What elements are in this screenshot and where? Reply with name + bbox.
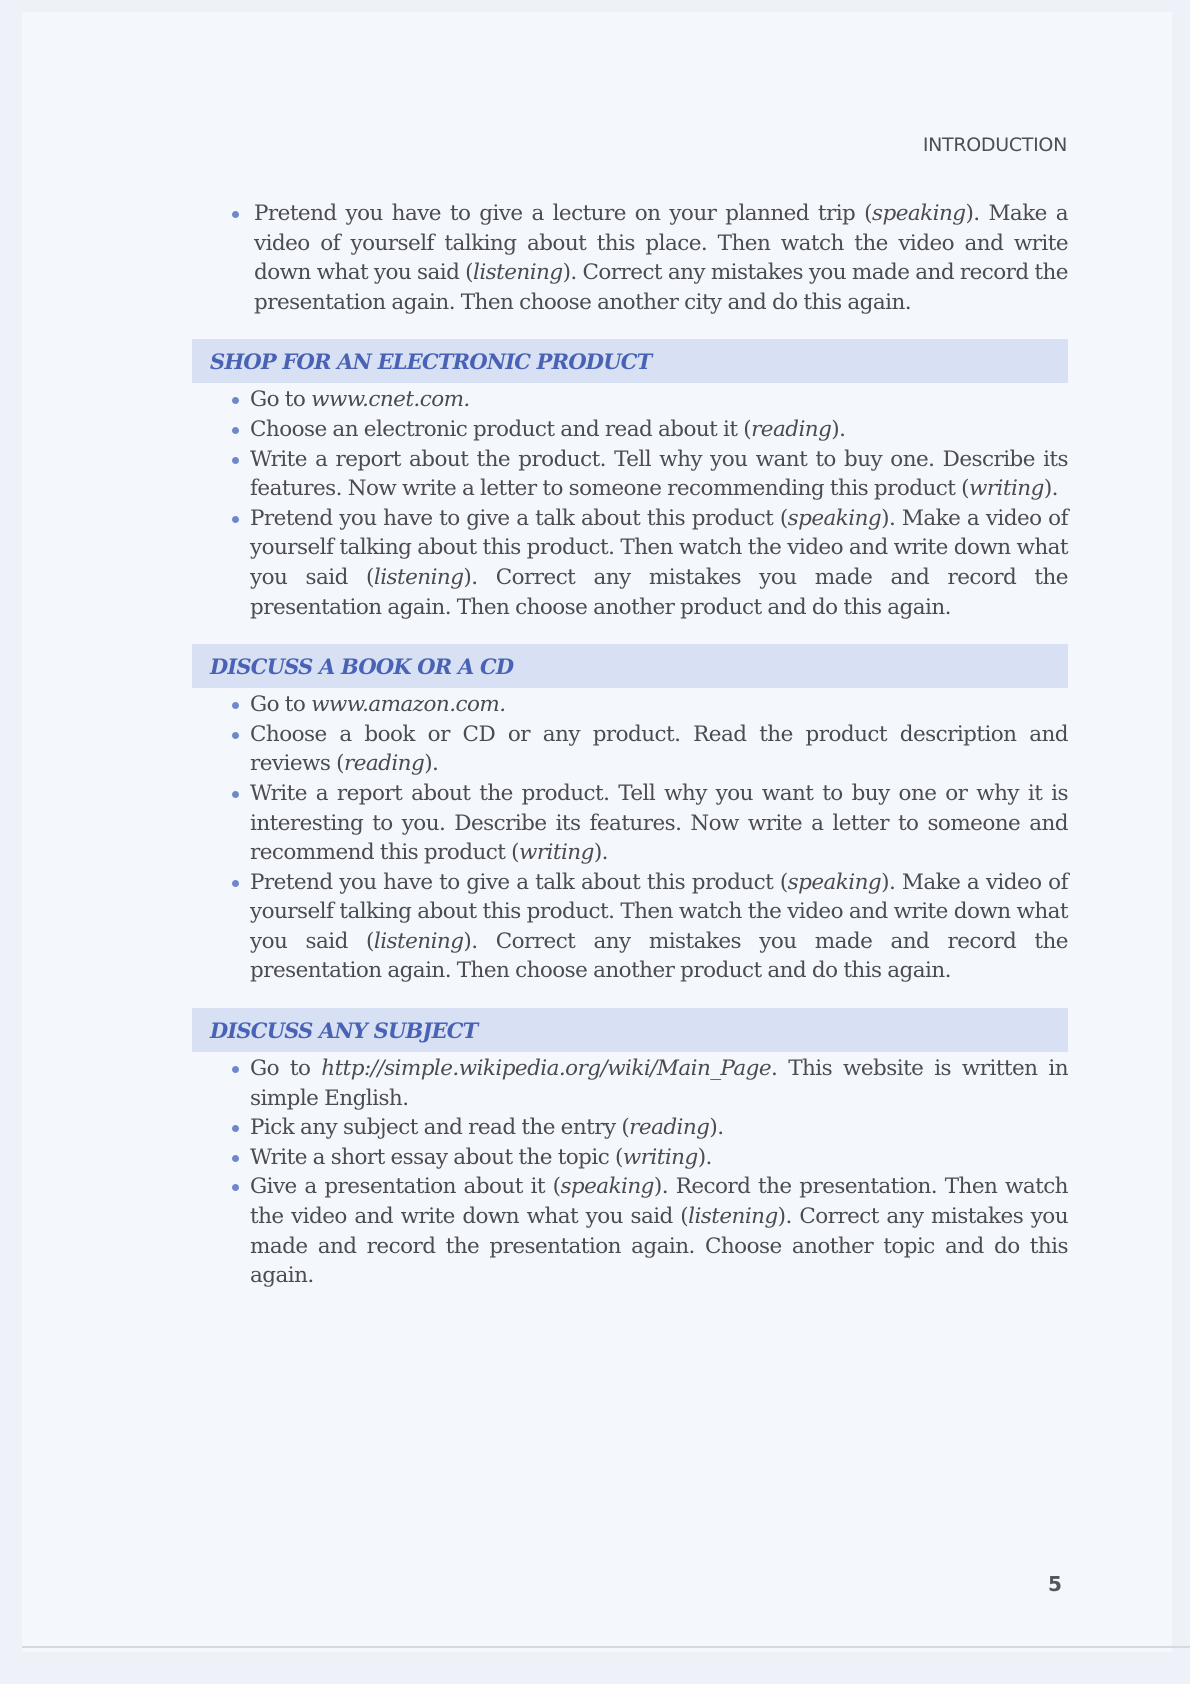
list-item	[192, 1054, 1068, 1113]
bullet-icon	[232, 1125, 239, 1132]
bottom-rule	[22, 1646, 1190, 1648]
emphasis-text: speaking	[787, 505, 882, 531]
list-item	[192, 1143, 1068, 1173]
item-text: ). Correct any mistakes you made and record the presentation again. Choose another topic and do this again.	[250, 1204, 1068, 1289]
bullet-icon	[232, 427, 239, 434]
item-text: Choose an electronic product and read about it (	[250, 416, 752, 442]
item-text: ).	[697, 1144, 712, 1170]
item-text: . This website is written in simple English.	[250, 1056, 1068, 1111]
item-text: ). Correct any mistakes you made and record the presentation again. Then choose another city and do this again.	[254, 260, 1068, 315]
item-text: Go to	[250, 692, 312, 718]
document-page	[22, 12, 1172, 1652]
emphasis-text: reading	[343, 751, 425, 777]
bullet-icon	[232, 702, 239, 709]
item-text: ). Make a video of yourself talking about this product. Then watch the video and write down what you said (	[250, 869, 1068, 954]
bullet-icon	[232, 211, 239, 218]
item-text: Pretend you have to give a talk about this product (	[250, 505, 788, 531]
item-text: ). Make a video of yourself talking about this place. Then watch the video and write down what you said (	[254, 201, 1069, 286]
section-2	[192, 1008, 1068, 1291]
section-list	[192, 690, 1068, 986]
list-item	[192, 779, 1068, 868]
list-item	[192, 690, 1068, 720]
item-text: Go to	[250, 387, 312, 413]
item-text: ).	[424, 751, 439, 777]
item-text: ).	[1043, 476, 1058, 502]
item-text: Go to	[250, 1056, 322, 1082]
page-content	[192, 199, 1068, 1291]
emphasis-text: reading	[629, 1115, 710, 1141]
bullet-icon	[232, 397, 239, 404]
item-text: Choose a book or CD or any product. Read the product description and reviews (	[250, 721, 1068, 777]
item-text: Write a report about the product. Tell why you want to buy one. Describe its features. Now write a letter to someone recommending this product (	[250, 446, 1068, 502]
emphasis-text: www.cnet.com.	[311, 387, 470, 413]
list-item	[192, 1113, 1068, 1143]
emphasis-text: speaking	[560, 1174, 654, 1200]
section-heading: SHOP FOR AN ELECTRONIC PRODUCT	[210, 348, 652, 374]
section-heading-band	[192, 1008, 1068, 1052]
section-heading: DISCUSS A BOOK OR A CD	[210, 653, 514, 679]
emphasis-text: writing	[622, 1144, 698, 1170]
bullet-icon	[232, 880, 239, 887]
item-text: ).	[831, 416, 846, 442]
list-item	[192, 415, 1068, 445]
section-heading-band	[192, 644, 1068, 688]
bullet-icon	[232, 791, 239, 798]
emphasis-text: listening	[473, 260, 563, 286]
list-item	[192, 720, 1068, 779]
list-item	[192, 1172, 1068, 1290]
list-item	[192, 445, 1068, 504]
item-text: Give a presentation about it (	[250, 1174, 561, 1200]
page-number: 5	[1048, 1572, 1062, 1596]
bullet-icon	[232, 1184, 239, 1191]
intro-list	[192, 199, 1068, 317]
list-item	[192, 199, 1068, 317]
sections	[192, 339, 1068, 1290]
emphasis-text: http://simple.wikipedia.org/wiki/Main_Page	[321, 1056, 772, 1082]
item-text: Write a short essay about the topic (	[250, 1144, 623, 1170]
section-list	[192, 1054, 1068, 1291]
item-text: Pretend you have to give a lecture on your planned trip (	[254, 201, 872, 226]
section-heading: DISCUSS ANY SUBJECT	[210, 1017, 478, 1043]
bullet-icon	[232, 732, 239, 739]
item-text: Pick any subject and read the entry (	[250, 1115, 630, 1141]
section-heading-band	[192, 339, 1068, 383]
emphasis-text: listening	[688, 1204, 778, 1230]
emphasis-text: speaking	[872, 201, 966, 226]
emphasis-text: reading	[751, 416, 832, 442]
intro-block	[192, 199, 1068, 317]
emphasis-text: writing	[518, 840, 594, 866]
running-head: INTRODUCTION	[922, 134, 1067, 156]
item-text: ).	[593, 840, 608, 866]
section-0	[192, 339, 1068, 622]
bullet-icon	[232, 1066, 239, 1073]
section-1	[192, 644, 1068, 986]
emphasis-text: writing	[968, 476, 1044, 502]
emphasis-text: www.amazon.com.	[311, 692, 506, 718]
item-text: Pretend you have to give a talk about this product (	[250, 869, 788, 895]
list-item	[192, 504, 1068, 622]
list-item	[192, 868, 1068, 986]
bullet-icon	[232, 457, 239, 464]
bullet-icon	[232, 516, 239, 523]
item-text: Write a report about the product. Tell why you want to buy one or why it is interesting to you. Describe its features. Now write a letter to someone and recommend this product (	[250, 780, 1068, 866]
emphasis-text: speaking	[787, 869, 882, 895]
emphasis-text: listening	[373, 928, 464, 954]
bullet-icon	[232, 1155, 239, 1162]
section-list	[192, 385, 1068, 622]
item-text: ). Record the presentation. Then watch the video and write down what you said (	[250, 1174, 1068, 1230]
list-item	[192, 385, 1068, 415]
emphasis-text: listening	[373, 564, 464, 590]
item-text: ). Correct any mistakes you made and record the presentation again. Then choose another product and do this again.	[250, 928, 1068, 984]
item-text: ). Correct any mistakes you made and record the presentation again. Then choose another product and do this again.	[250, 564, 1068, 620]
item-text: ).	[709, 1115, 724, 1141]
item-text: ). Make a video of yourself talking about this product. Then watch the video and write down what you said (	[250, 505, 1068, 590]
